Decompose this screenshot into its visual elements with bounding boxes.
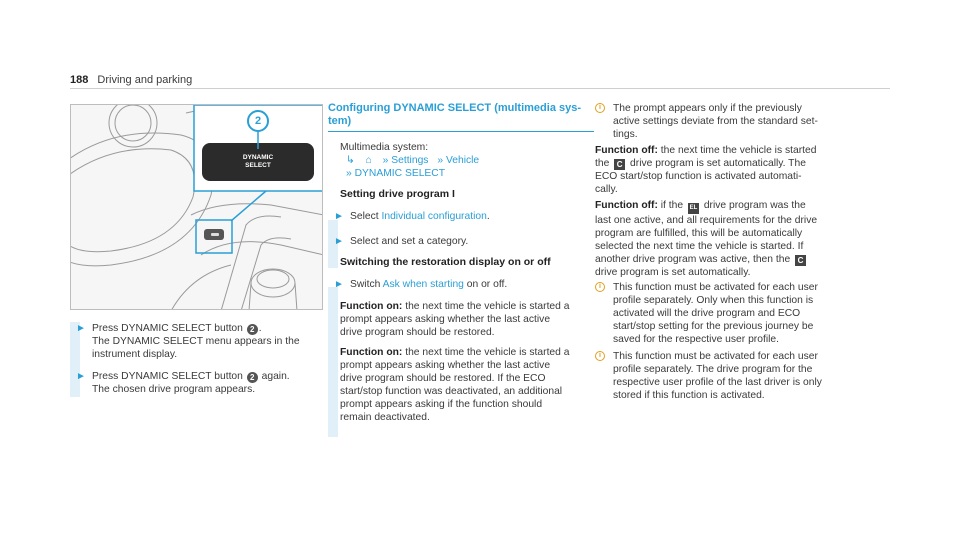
nav-settings: Settings xyxy=(391,155,429,166)
function-off-1: Function off: the next time the vehicle is started the C drive program is set automatically. The ECO start/stop function is activated automati- cally. xyxy=(595,145,817,195)
step-1-line1: Press DYNAMIC SELECT button 2 . xyxy=(92,323,262,334)
dashboard-illustration xyxy=(70,104,323,310)
dynamic-select-button xyxy=(202,154,314,170)
step-switch: ► Switch Ask when starting on or off. xyxy=(334,279,508,290)
chevron-icon: » xyxy=(382,155,389,166)
system-label: Multimedia system: xyxy=(340,142,429,153)
left-steps xyxy=(70,322,323,396)
heading-restoration: Switching the restoration display on or off xyxy=(340,256,551,268)
function-off-2: Function off: if the EL drive program was the last one active, and all requirements for the drive program are fulfilled, this will be automatically selected the next time the vehicle is started. If another drive program was active, then the C drive program is set automatically. xyxy=(595,200,818,278)
electric-mode-icon: EL xyxy=(688,203,699,214)
page-number: 188 xyxy=(70,74,89,86)
heading-drive-program: Setting drive program I xyxy=(340,188,455,200)
step-arrow-icon: ► xyxy=(334,279,344,290)
chevron-icon: » xyxy=(437,155,444,166)
system-block xyxy=(328,141,594,180)
step-arrow-icon: ► xyxy=(76,371,86,382)
step-arrow-icon: ► xyxy=(76,323,86,334)
step-2-line1: Press DYNAMIC SELECT button 2 again. xyxy=(92,371,290,382)
button-label-line2: SELECT xyxy=(245,162,271,169)
callout-2: 2 xyxy=(254,115,262,127)
step-bar-middle-2 xyxy=(328,287,338,437)
info-note-2: i This function must be activated for each user profile separately. Only when this function is activated will the drive program and ECO start/stop setting for the previous journey be saved for the respective user profile. xyxy=(595,281,885,346)
comfort-mode-icon: C xyxy=(795,255,806,266)
section-title: Configuring DYNAMIC SELECT (multimedia sys- tem) xyxy=(328,102,582,127)
step-press-button-1 xyxy=(70,322,323,362)
step-1-line3: instrument display. xyxy=(92,349,178,360)
individual-configuration-link: Individual configuration xyxy=(381,211,487,222)
right-column xyxy=(595,102,885,402)
center-console-drawing xyxy=(71,105,323,310)
step-select-category: ► Select and set a category. xyxy=(334,236,469,247)
info-icon: i xyxy=(595,103,605,113)
section-title-rule xyxy=(328,131,594,132)
button-label-line1: DYNAMIC xyxy=(242,154,274,161)
chapter-title: Driving and parking xyxy=(97,74,193,86)
callout-2-icon: 2 xyxy=(247,324,258,335)
step-1-line2: The DYNAMIC SELECT menu appears in the xyxy=(92,336,300,347)
info-icon: i xyxy=(595,282,605,292)
chevron-icon: » xyxy=(346,168,352,179)
step-press-button-2 xyxy=(70,370,323,396)
nav-path-line1 xyxy=(340,154,594,167)
home-icon: ⌂ xyxy=(365,155,372,166)
function-on-1: Function on: the next time the vehicle is started a prompt appears asking whether the last active drive program should be restored. xyxy=(340,301,570,338)
step-arrow-icon: ► xyxy=(334,211,344,222)
middle-column xyxy=(328,102,594,424)
return-arrow-icon: ↳ xyxy=(346,155,355,166)
function-on-2: Function on: the next time the vehicle is started a prompt appears asking whether the last active drive program should be restored. If the ECO start/stop function was deactivated, an additional prompt appears asking if the function should remain deactivated. xyxy=(340,347,570,423)
step-2-line2: The chosen drive program appears. xyxy=(92,384,256,395)
info-note-1: i The prompt appears only if the previously active settings deviate from the standard set- tings. xyxy=(595,102,885,141)
ask-when-starting-link: Ask when starting xyxy=(382,279,464,290)
callout-2-icon: 2 xyxy=(247,372,258,383)
header-divider xyxy=(70,88,890,89)
comfort-mode-icon: C xyxy=(614,159,625,170)
page-header xyxy=(70,74,192,87)
step-arrow-icon: ► xyxy=(334,236,344,247)
info-note-3: i This function must be activated for each user profile separately. The drive program for the respective user profile of the last driver is only stored if this function is activated. xyxy=(595,350,885,402)
nav-path-line2 xyxy=(340,167,594,180)
step-select-config: ► Select Individual configuration. xyxy=(334,211,490,222)
nav-dynamic-select: DYNAMIC SELECT xyxy=(354,168,446,179)
nav-vehicle: Vehicle xyxy=(445,155,480,166)
info-icon: i xyxy=(595,351,605,361)
